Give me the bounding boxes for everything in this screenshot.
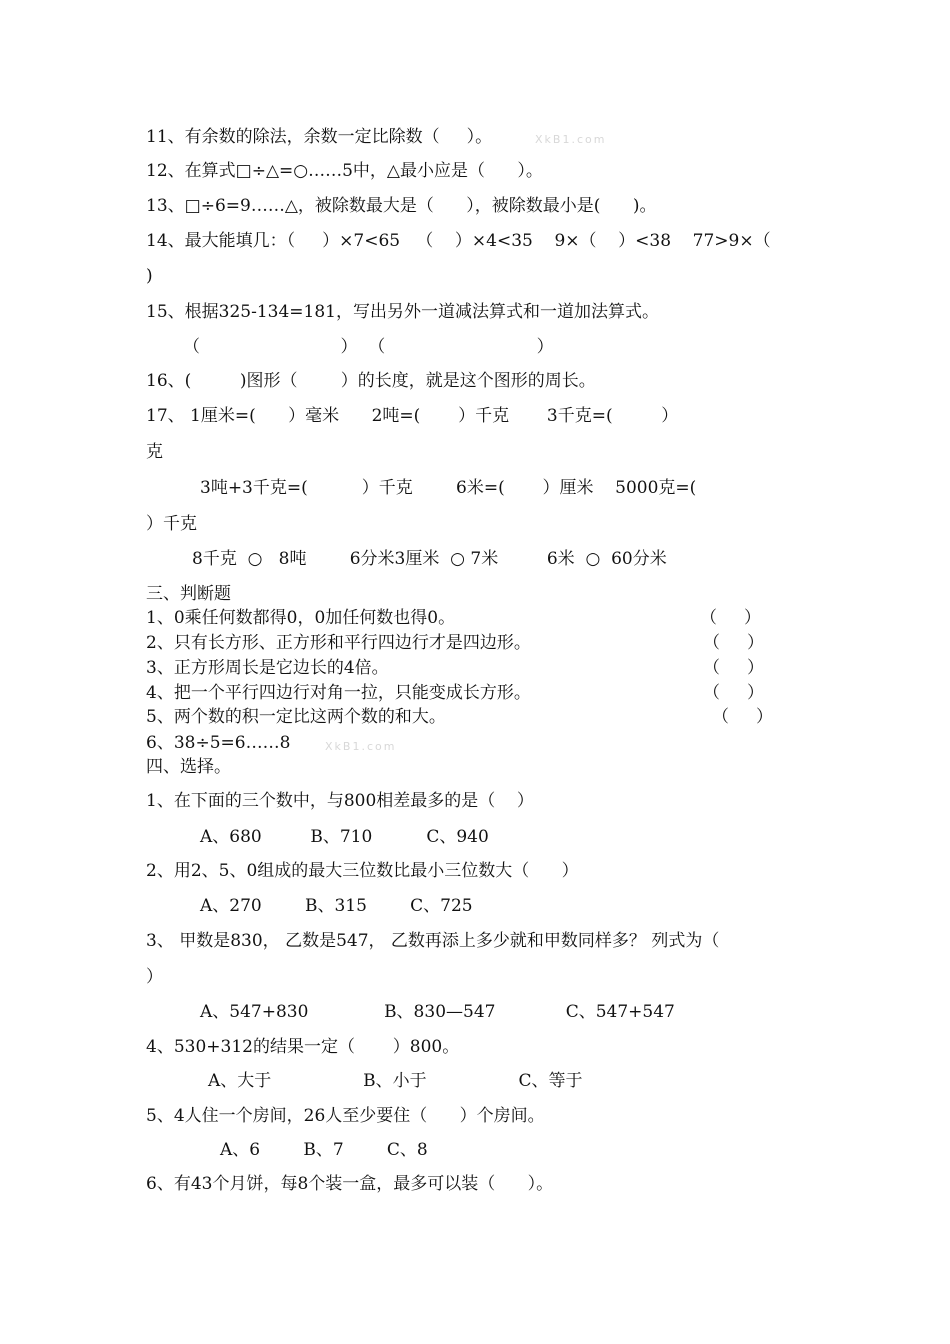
judge-item-4-blank: （ ） — [703, 683, 765, 703]
question-11: 11、有余数的除法，余数一定比除数（ ）。 — [146, 127, 493, 147]
question-16: 16、( )图形（ ）的长度，就是这个图形的周长。 — [146, 371, 596, 391]
question-17-line-b-continued: ）千克 — [146, 514, 197, 534]
judge-item-3-blank: （ ） — [703, 658, 765, 678]
choice-question-2-options: A、270 B、315 C、725 — [200, 896, 473, 916]
choice-question-1: 1、在下面的三个数中，与800相差最多的是（ ） — [146, 791, 534, 811]
judge-item-3: 3、正方形周长是它边长的4倍。 — [146, 658, 389, 678]
choice-question-3-options: A、547+830 B、830—547 C、547+547 — [200, 1002, 675, 1022]
choice-question-2: 2、用2、5、0组成的最大三位数比最小三位数大（ ） — [146, 861, 579, 881]
judge-heading: 三、判断题 — [146, 584, 231, 604]
question-14-continued: ) — [146, 266, 153, 286]
question-12: 12、在算式□÷△=○……5中，△最小应是（ ）。 — [146, 161, 543, 181]
judge-item-2: 2、只有长方形、正方形和平行四边行才是四边形。 — [146, 633, 531, 653]
choice-question-5: 5、4人住一个房间，26人至少要住（ ）个房间。 — [146, 1106, 545, 1126]
question-17-continued: 克 — [146, 442, 163, 462]
watermark: XkB1.com — [535, 133, 607, 146]
question-15-blanks: （ ） （ ） — [183, 337, 554, 357]
choice-question-3: 3、 甲数是830， 乙数是547， 乙数再添上多少就和甲数同样多？ 列式为（ — [146, 931, 720, 951]
judge-item-1: 1、0乘任何数都得0，0加任何数也得0。 — [146, 608, 456, 628]
question-17: 17、 1厘米=( ）毫米 2吨=( ）千克 3千克=( ） — [146, 406, 679, 426]
judge-item-6: 6、38÷5=6……8 — [146, 733, 291, 753]
choice-question-3-continued: ） — [146, 967, 163, 987]
judge-item-5: 5、两个数的积一定比这两个数的和大。 — [146, 707, 446, 727]
choice-question-4: 4、530+312的结果一定（ ）800。 — [146, 1037, 460, 1057]
question-14: 14、最大能填几：（ ）×7<65 （ ）×4<35 9×（ ）<38 77>9×（ — [146, 231, 771, 251]
judge-item-5-blank: （ ） — [712, 707, 774, 727]
choice-question-4-options: A、大于 B、小于 C、等于 — [208, 1071, 583, 1091]
question-17-line-b: 3吨+3千克=( ）千克 6米=( ）厘米 5000克=( — [200, 478, 697, 498]
watermark: XkB1.com — [325, 740, 397, 753]
choice-question-5-options: A、6 B、7 C、8 — [220, 1140, 428, 1160]
question-13: 13、□÷6=9……△，被除数最大是（ ），被除数最小是( )。 — [146, 196, 657, 216]
question-17-compare: 8千克 ○ 8吨 6分米3厘米 ○ 7米 6米 ○ 60分米 — [192, 549, 667, 569]
choice-heading: 四、选择。 — [146, 757, 231, 777]
choice-question-6: 6、有43个月饼，每8个装一盒，最多可以装（ ）。 — [146, 1174, 554, 1194]
judge-item-4: 4、把一个平行四边行对角一拉，只能变成长方形。 — [146, 683, 531, 703]
judge-item-1-blank: （ ） — [700, 608, 762, 628]
question-15: 15、根据325-134=181，写出另外一道减法算式和一道加法算式。 — [146, 302, 659, 322]
choice-question-1-options: A、680 B、710 C、940 — [200, 827, 489, 847]
judge-item-2-blank: （ ） — [703, 633, 765, 653]
